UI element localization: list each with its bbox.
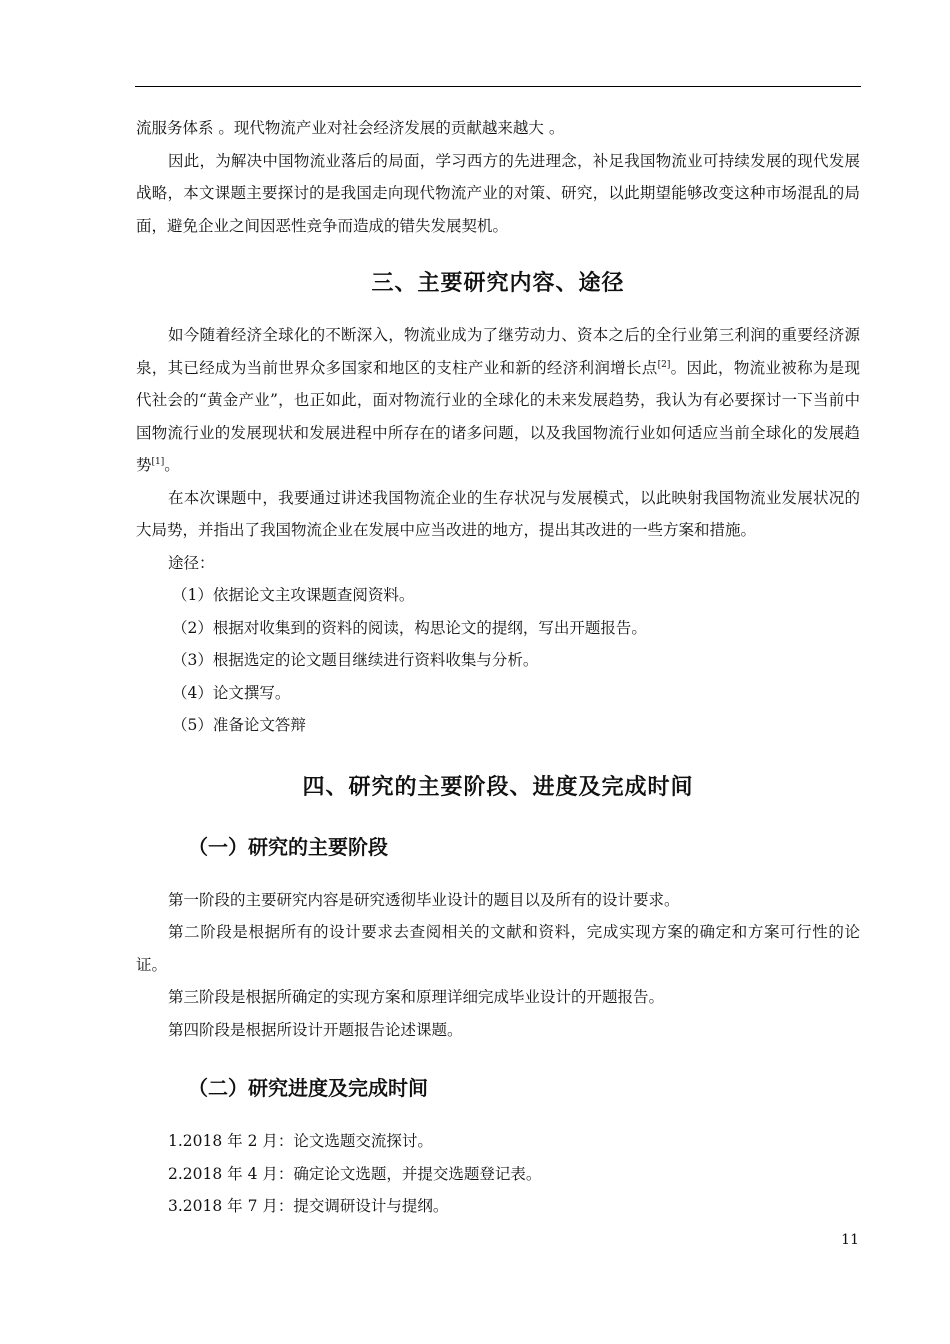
section-3-paragraph-2: 在本次课题中，我要通过讲述我国物流企业的生存状况与发展模式，以此映射我国物流业发展状况的大局势，并指出了我国物流企业在发展中应当改进的地方，提出其改进的一些方案和措施。 <box>136 488 860 539</box>
intro-paragraph: 因此，为解决中国物流业落后的局面，学习西方的先进理念，补足我国物流业可持续发展的现代发展战略，本文课题主要探讨的是我国走向现代物流产业的对策、研究，以此期望能够改变这种市场混乱的局面，避免企业之间因恶性竞争而造成的错失发展契机。 <box>136 151 860 235</box>
para-text: 。 <box>164 456 180 474</box>
subsection-1-heading: （一）研究的主要阶段 <box>188 834 388 859</box>
schedule-list <box>136 1125 860 1223</box>
citation-ref: [1] <box>151 457 165 467</box>
list-item: 第二阶段是根据所有的设计要求去查阅相关的文献和资料，完成实现方案的确定和方案可行性的论证。 <box>136 923 860 974</box>
para-text: 如今随着经济全球化的不断深入，物流业成为了继劳动力、资本之后的全行业第三利润的重要经济源泉，其已经成为当前世界众多国家和地区的支柱产业和新的经济利润增长点 <box>136 326 860 377</box>
list-item: （2）根据对收集到的资料的阅读，构思论文的提纲，写出开题报告。 <box>172 618 647 637</box>
list-item: 第三阶段是根据所确定的实现方案和原理详细完成毕业设计的开题报告。 <box>168 988 665 1006</box>
intro-continuation: 流服务体系 。现代物流产业对社会经济发展的贡献越来越大 。 <box>136 119 565 137</box>
para-text: 。因此，物流业被称为是现代社会的“黄金产业”，也正如此，面对物流行业的全球化的未来发展趋势，我认为有必要探讨一下当前中国物流行业的发展现状和发展进程中所存在的诸多问题，以及我国物流行业如何适应当前全球化的发展趋势 <box>136 358 860 474</box>
list-item: 2.2018 年 4 月：确定论文选题，并提交选题登记表。 <box>168 1164 542 1183</box>
header-rule <box>135 86 861 87</box>
subsection-2-heading: （二）研究进度及完成时间 <box>188 1076 428 1100</box>
list-item: 1.2018 年 2 月：论文选题交流探讨。 <box>168 1132 433 1150</box>
approach-label: 途径： <box>168 553 215 572</box>
list-item: 第一阶段的主要研究内容是研究透彻毕业设计的题目以及所有的设计要求。 <box>168 890 680 909</box>
list-item: 第四阶段是根据所设计开题报告论述课题。 <box>168 1020 463 1039</box>
stages-list <box>136 884 860 1047</box>
list-item: （3）根据选定的论文题目继续进行资料收集与分析。 <box>172 651 539 669</box>
section-3-heading: 三、主要研究内容、途径 <box>371 271 625 296</box>
citation-ref: [2] <box>657 359 671 370</box>
page-number: 11 <box>841 1232 859 1248</box>
section-4-heading: 四、研究的主要阶段、进度及完成时间 <box>302 774 694 800</box>
section-3-paragraph-1 <box>136 319 860 482</box>
list-item: （5）准备论文答辩 <box>172 716 306 734</box>
list-item: 3.2018 年 7 月：提交调研设计与提纲。 <box>168 1197 449 1215</box>
list-item: （4）论文撰写。 <box>172 683 291 702</box>
list-item: （1）依据论文主攻课题查阅资料。 <box>172 586 415 604</box>
page-content <box>136 112 860 1223</box>
approach-steps-list <box>136 579 860 742</box>
